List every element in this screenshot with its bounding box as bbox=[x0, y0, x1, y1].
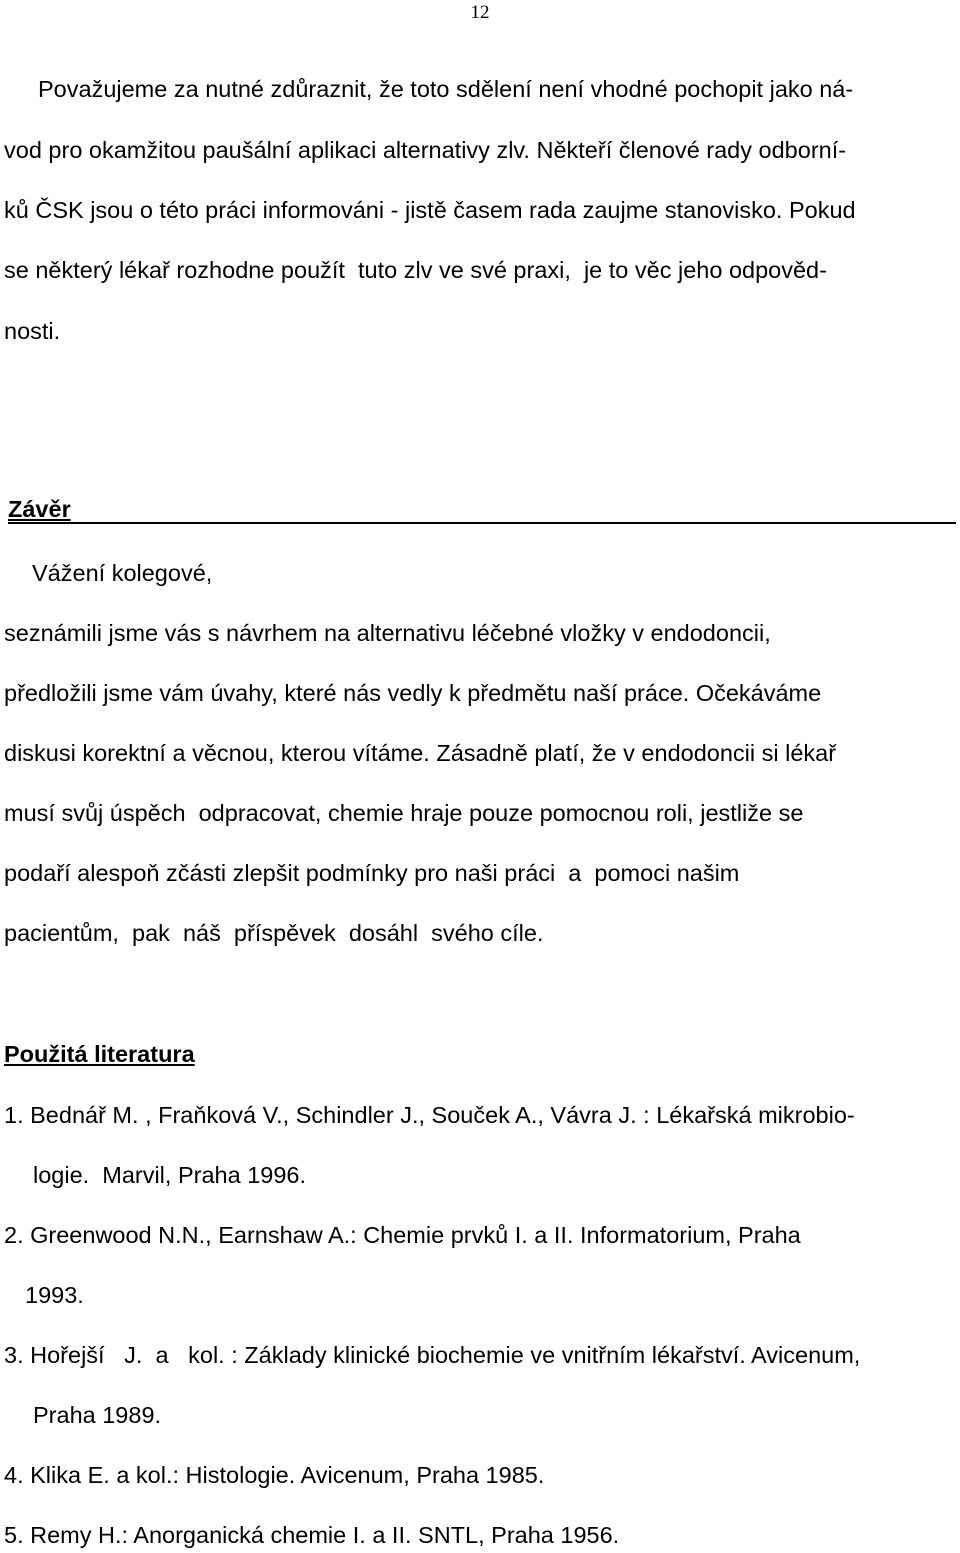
intro-line: nosti. bbox=[4, 318, 61, 344]
reference-item-continuation: 1993. bbox=[25, 1282, 84, 1308]
conclusion-line: musí svůj úspěch odpracovat, chemie hraje pouze pomocnou roli, jestliže se bbox=[4, 800, 804, 826]
literature-heading: Použitá literatura bbox=[4, 1041, 195, 1067]
conclusion-line: předložili jsme vám úvahy, které nás vedly k předmětu naší práce. Očekáváme bbox=[4, 680, 822, 706]
conclusion-line: Vážení kolegové, bbox=[32, 560, 213, 586]
intro-line: se některý lékař rozhodne použít tuto zlv ve své praxi, je to věc jeho odpověd- bbox=[4, 257, 827, 283]
reference-item: 3. Hořejší J. a kol. : Základy klinické biochemie ve vnitřním lékařství. Avicenum, bbox=[4, 1342, 861, 1368]
reference-item: 1. Bednář M. , Fraňková V., Schindler J., Souček A., Vávra J. : Lékařská mikrobio- bbox=[4, 1102, 855, 1128]
reference-item: 5. Remy H.: Anorganická chemie I. a II. SNTL, Praha 1956. bbox=[4, 1522, 620, 1548]
intro-line: vod pro okamžitou paušální aplikaci alternativy zlv. Někteří členové rady odborní- bbox=[4, 137, 847, 163]
reference-item-continuation: Praha 1989. bbox=[33, 1402, 162, 1428]
reference-item-continuation: logie. Marvil, Praha 1996. bbox=[33, 1162, 307, 1188]
conclusion-line: pacientům, pak náš příspěvek dosáhl svého cíle. bbox=[4, 920, 544, 946]
conclusion-line: diskusi korektní a věcnou, kterou vítáme. Zásadně platí, že v endodoncii si lékař bbox=[4, 740, 837, 766]
conclusion-heading: Závěr bbox=[8, 496, 71, 522]
heading-rule bbox=[8, 522, 956, 524]
page-number: 12 bbox=[470, 2, 490, 23]
intro-line: Považujeme za nutné zdůraznit, že toto sdělení není vhodné pochopit jako ná- bbox=[38, 76, 854, 102]
reference-item: 2. Greenwood N.N., Earnshaw A.: Chemie prvků I. a II. Informatorium, Praha bbox=[4, 1222, 801, 1248]
reference-item: 4. Klika E. a kol.: Histologie. Avicenum, Praha 1985. bbox=[4, 1462, 545, 1488]
intro-line: ků ČSK jsou o této práci informováni - jistě časem rada zaujme stanovisko. Pokud bbox=[4, 197, 856, 223]
conclusion-line: seznámili jsme vás s návrhem na alternativu léčebné vložky v endodoncii, bbox=[4, 620, 771, 646]
conclusion-line: podaří alespoň zčásti zlepšit podmínky pro naši práci a pomoci našim bbox=[4, 860, 740, 886]
